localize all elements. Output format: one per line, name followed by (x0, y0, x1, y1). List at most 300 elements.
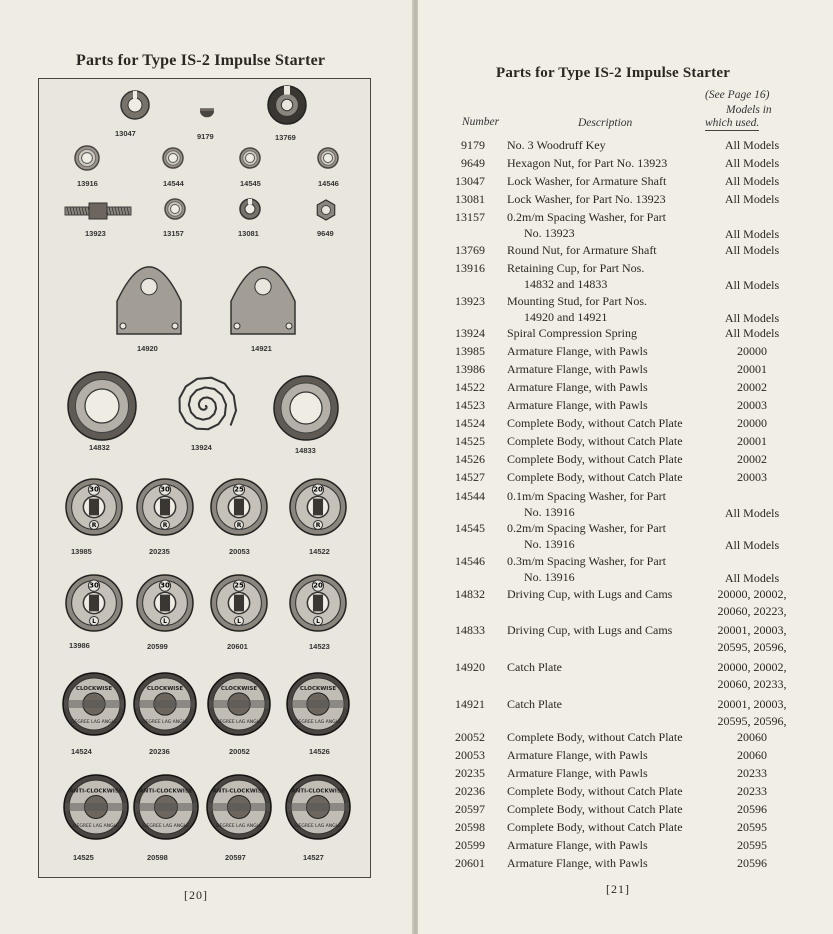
lock-washer-drawing (239, 198, 261, 220)
part-models (712, 155, 792, 171)
part-figure-14523 (289, 574, 347, 632)
part-description-line: Armature Flange, with Pawls (507, 748, 648, 762)
flange-L-drawing (136, 574, 194, 632)
svg-text:25: 25 (234, 485, 244, 494)
right-page-number: [21] (606, 882, 630, 896)
part-models-line (712, 553, 792, 570)
part-number: 14920 (455, 660, 485, 674)
part-number: 14545 (455, 521, 485, 535)
svg-text:DEGREE LAG ANGLE: DEGREE LAG ANGLE (73, 823, 119, 829)
part-figure-14522 (289, 478, 347, 536)
figure-label: 14527 (303, 853, 324, 862)
part-figure-14546 (317, 147, 339, 169)
body-cw-drawing (286, 672, 350, 736)
part-models-line: 20595 (737, 820, 767, 834)
part-models-line: 20060 (737, 748, 767, 762)
part-number: 20236 (455, 784, 485, 798)
part-description-line: Complete Body, without Catch Plate (507, 784, 683, 798)
key-drawing (193, 103, 221, 119)
part-figure-13157 (164, 198, 186, 220)
part-models-line: All Models (724, 138, 780, 152)
figure-label: 9179 (197, 132, 214, 141)
part-figure-14524 (62, 672, 126, 736)
body-acw-drawing (133, 774, 199, 840)
flange-R-drawing (289, 478, 347, 536)
part-models (712, 622, 792, 655)
part-figure-14527 (285, 774, 351, 840)
part-description (507, 855, 707, 871)
part-number: 13923 (455, 294, 485, 308)
see-page-note: (See Page 16) (705, 89, 770, 101)
part-models-line: 20001, 20003, (717, 623, 787, 637)
left-page-number: [20] (184, 888, 208, 902)
part-models (712, 173, 792, 189)
part-description (507, 433, 707, 449)
figure-label: 13157 (163, 229, 184, 238)
part-description-line: Hexagon Nut, for Part No. 13923 (507, 156, 668, 170)
catch-plate-drawing (111, 254, 187, 340)
part-models-line: All Models (724, 156, 780, 170)
part-description (507, 837, 707, 853)
part-figure-14525 (63, 774, 129, 840)
part-models-line: 20003 (737, 470, 767, 484)
part-description (507, 415, 707, 431)
number-column-header: Number (462, 116, 500, 128)
part-number: 13985 (455, 344, 485, 358)
svg-text:DEGREE LAG ANGLE: DEGREE LAG ANGLE (216, 823, 262, 829)
part-figure-20598 (133, 774, 199, 840)
part-description-line: No. 3 Woodruff Key (507, 138, 606, 152)
part-figure-13923 (63, 200, 133, 222)
part-number: 14546 (455, 554, 485, 568)
part-models (712, 325, 792, 341)
part-models (712, 819, 792, 835)
part-number: 14524 (455, 416, 485, 430)
round-nut-drawing (267, 85, 307, 125)
flange-R-drawing (136, 478, 194, 536)
washer-drawing (74, 145, 100, 171)
svg-text:30: 30 (89, 581, 99, 590)
left-page-title: Parts for Type IS-2 Impulse Starter (76, 52, 326, 69)
part-description-line: Armature Flange, with Pawls (507, 344, 648, 358)
body-acw-drawing (206, 774, 272, 840)
part-number: 13986 (455, 362, 485, 376)
spring-drawing (172, 373, 238, 439)
part-figure-20052 (207, 672, 271, 736)
part-figure-20053 (210, 478, 268, 536)
part-description-line: Armature Flange, with Pawls (507, 766, 648, 780)
svg-text:L: L (237, 617, 241, 625)
figure-label: 9649 (317, 229, 334, 238)
models-header-line2: which used. (705, 117, 760, 129)
part-description-line: No. 13916 (524, 570, 575, 584)
part-description-line: Armature Flange, with Pawls (507, 856, 648, 870)
part-figure-14545 (239, 147, 261, 169)
part-description (507, 696, 707, 712)
part-figure-13986 (65, 574, 123, 632)
part-description-line: Lock Washer, for Part No. 13923 (507, 192, 666, 206)
svg-text:R: R (236, 521, 242, 529)
part-models-line: 20060, 20233, (717, 677, 787, 691)
part-description-line: 14920 and 14921 (524, 310, 608, 324)
part-models-line: 20003 (737, 398, 767, 412)
part-number: 14921 (455, 697, 485, 711)
svg-text:L: L (92, 617, 96, 625)
part-number: 13047 (455, 174, 485, 188)
svg-text:DEGREE LAG ANGLE: DEGREE LAG ANGLE (142, 720, 188, 726)
body-acw-drawing (285, 774, 351, 840)
part-description-line: No. 13916 (524, 537, 575, 551)
part-number: 14527 (455, 470, 485, 484)
part-models (712, 343, 792, 359)
part-description (507, 191, 707, 207)
part-description-line: Spiral Compression Spring (507, 326, 638, 340)
part-figure-14544 (162, 147, 184, 169)
figure-label: 14832 (89, 443, 110, 452)
part-models-line: 20001 (737, 362, 767, 376)
part-description-line: Complete Body, without Catch Plate (507, 416, 683, 430)
svg-text:R: R (91, 521, 97, 529)
part-models (712, 469, 792, 485)
part-number: 20235 (455, 766, 485, 780)
part-number: 20598 (455, 820, 485, 834)
part-description-line: 14832 and 14833 (524, 277, 608, 291)
part-number: 14526 (455, 452, 485, 466)
models-header-line1: Models in (726, 104, 772, 116)
lock-washer-drawing (120, 90, 150, 120)
part-figure-20236 (133, 672, 197, 736)
part-description-line: Armature Flange, with Pawls (507, 362, 648, 376)
part-models-line: 20000 (737, 344, 767, 358)
part-models-line: 20595, 20596, (717, 640, 787, 654)
part-figure-20235 (136, 478, 194, 536)
part-description (507, 325, 707, 341)
figure-label: 20599 (147, 642, 168, 651)
part-description (507, 242, 707, 258)
body-cw-drawing (62, 672, 126, 736)
part-description (507, 488, 707, 520)
part-models (712, 137, 792, 153)
flange-R-drawing (210, 478, 268, 536)
catch-plate-drawing (225, 254, 301, 340)
part-models-line: All Models (724, 192, 780, 206)
part-models-line: All Models (724, 571, 780, 585)
part-description-line: Retaining Cup, for Part Nos. (507, 261, 645, 275)
part-models (712, 801, 792, 817)
figure-label: 14524 (71, 747, 92, 756)
part-models-line: 20002 (737, 380, 767, 394)
part-description (507, 343, 707, 359)
small-washer-drawing (162, 147, 184, 169)
figure-label: 14920 (137, 344, 158, 353)
part-description-line: Lock Washer, for Armature Shaft (507, 174, 667, 188)
part-models-line (712, 209, 792, 226)
svg-text:30: 30 (89, 485, 99, 494)
part-description (507, 379, 707, 395)
part-description (507, 397, 707, 413)
part-number: 9179 (461, 138, 485, 152)
part-description (507, 729, 707, 745)
part-models-line: 20060, 20223, (717, 604, 787, 618)
part-description (507, 293, 707, 325)
figure-label: 20236 (149, 747, 170, 756)
part-description-line: Armature Flange, with Pawls (507, 838, 648, 852)
part-models (712, 747, 792, 763)
figure-label: 13081 (238, 229, 259, 238)
part-number: 9649 (461, 156, 485, 170)
flange-L-drawing (210, 574, 268, 632)
figure-label: 13769 (275, 133, 296, 142)
description-column-header: Description (578, 117, 633, 129)
body-cw-drawing (133, 672, 197, 736)
part-figure-20599 (136, 574, 194, 632)
right-page (418, 0, 833, 934)
part-models (712, 659, 792, 692)
figure-label: 20052 (229, 747, 250, 756)
part-description-line: 0.3m/m Spacing Washer, for Part (507, 554, 666, 568)
part-description-line: Driving Cup, with Lugs and Cams (507, 587, 673, 601)
part-description-line: Complete Body, without Catch Plate (507, 434, 683, 448)
left-page (0, 0, 414, 934)
part-number: 13157 (455, 210, 485, 224)
part-models (712, 765, 792, 781)
svg-text:20: 20 (313, 581, 323, 590)
part-figure-13081 (239, 198, 261, 220)
part-number: 13916 (455, 261, 485, 275)
part-models (712, 397, 792, 413)
figure-label: 14525 (73, 853, 94, 862)
part-description (507, 260, 707, 292)
part-models-line: All Models (724, 278, 780, 292)
part-models-line: All Models (724, 311, 780, 325)
part-models-line: All Models (724, 538, 780, 552)
part-description (507, 209, 707, 241)
figure-label: 20598 (147, 853, 168, 862)
figure-label: 14833 (295, 446, 316, 455)
part-description (507, 819, 707, 835)
part-models (712, 553, 792, 586)
figure-label: 13923 (85, 229, 106, 238)
small-washer-drawing (239, 147, 261, 169)
part-figure-20601 (210, 574, 268, 632)
stud-drawing (63, 200, 133, 222)
part-description (507, 659, 707, 675)
figure-label: 13986 (69, 641, 90, 650)
part-figure-14526 (286, 672, 350, 736)
part-models-line: 20595, 20596, (717, 714, 787, 728)
svg-text:L: L (316, 617, 320, 625)
svg-text:ANTI-CLOCKWISE: ANTI-CLOCKWISE (212, 788, 266, 795)
part-models (712, 488, 792, 521)
svg-text:CLOCKWISE: CLOCKWISE (75, 686, 113, 693)
figure-label: 14523 (309, 642, 330, 651)
svg-text:CLOCKWISE: CLOCKWISE (146, 686, 184, 693)
part-models-line: All Models (724, 326, 780, 340)
part-models (712, 586, 792, 619)
part-models (712, 433, 792, 449)
svg-text:30: 30 (160, 485, 170, 494)
flange-R-drawing (65, 478, 123, 536)
part-models (712, 783, 792, 799)
part-models-line (712, 293, 792, 310)
part-models (712, 260, 792, 293)
part-models-line: 20002 (737, 452, 767, 466)
figure-label: 14546 (318, 179, 339, 188)
part-models-line: 20001 (737, 434, 767, 448)
part-description (507, 747, 707, 763)
part-models (712, 293, 792, 326)
part-description-line: Catch Plate (507, 660, 562, 674)
part-models-line: 20596 (737, 802, 767, 816)
part-models-line: 20000, 20002, (717, 587, 787, 601)
part-models-line: 20000 (737, 416, 767, 430)
part-description (507, 451, 707, 467)
part-description-line: Armature Flange, with Pawls (507, 380, 648, 394)
part-models-line (712, 488, 792, 505)
driving-cup-drawing (67, 371, 137, 441)
driving-cup-drawing (273, 375, 339, 441)
part-number: 14523 (455, 398, 485, 412)
part-description-line: 0.1m/m Spacing Washer, for Part (507, 489, 666, 503)
part-models-line: 20596 (737, 856, 767, 870)
part-figure-9179 (193, 103, 221, 119)
figure-label: 13916 (77, 179, 98, 188)
part-number: 20052 (455, 730, 485, 744)
part-figure-20597 (206, 774, 272, 840)
svg-text:CLOCKWISE: CLOCKWISE (220, 686, 258, 693)
body-acw-drawing (63, 774, 129, 840)
figure-label: 20053 (229, 547, 250, 556)
part-number: 20599 (455, 838, 485, 852)
part-number: 14833 (455, 623, 485, 637)
part-description-line: No. 13923 (524, 226, 575, 240)
part-models (712, 729, 792, 745)
figure-label: 13924 (191, 443, 212, 452)
part-description-line: Catch Plate (507, 697, 562, 711)
part-models (712, 451, 792, 467)
part-models-line: 20595 (737, 838, 767, 852)
svg-text:DEGREE LAG ANGLE: DEGREE LAG ANGLE (143, 823, 189, 829)
svg-text:DEGREE LAG ANGLE: DEGREE LAG ANGLE (71, 720, 117, 726)
parts-illustration-plate (38, 78, 371, 878)
part-models-line: All Models (724, 506, 780, 520)
figure-label: 20597 (225, 853, 246, 862)
svg-text:DEGREE LAG ANGLE: DEGREE LAG ANGLE (216, 720, 262, 726)
part-description-line: Complete Body, without Catch Plate (507, 820, 683, 834)
part-models (712, 361, 792, 377)
part-number: 20597 (455, 802, 485, 816)
part-models-line (712, 260, 792, 277)
part-models (712, 415, 792, 431)
part-models (712, 837, 792, 853)
part-number: 14525 (455, 434, 485, 448)
svg-text:25: 25 (234, 581, 244, 590)
part-number: 20053 (455, 748, 485, 762)
body-cw-drawing (207, 672, 271, 736)
figure-label: 13985 (71, 547, 92, 556)
part-figure-14920 (111, 254, 187, 340)
figure-label: 14526 (309, 747, 330, 756)
part-description-line: Complete Body, without Catch Plate (507, 452, 683, 466)
figure-label: 14921 (251, 344, 272, 353)
part-description (507, 173, 707, 189)
part-number: 14522 (455, 380, 485, 394)
flange-L-drawing (65, 574, 123, 632)
small-washer-drawing (164, 198, 186, 220)
part-models-line: All Models (724, 174, 780, 188)
part-figure-13916 (74, 145, 100, 171)
part-number: 13769 (455, 243, 485, 257)
part-figure-13769 (267, 85, 307, 125)
part-models (712, 242, 792, 258)
figure-label: 14544 (163, 179, 184, 188)
figure-label: 13047 (115, 129, 136, 138)
part-description-line: Complete Body, without Catch Plate (507, 470, 683, 484)
part-description-line: No. 13916 (524, 505, 575, 519)
part-description-line: Complete Body, without Catch Plate (507, 730, 683, 744)
part-models (712, 520, 792, 553)
part-description (507, 783, 707, 799)
part-models (712, 191, 792, 207)
part-description (507, 765, 707, 781)
part-description (507, 155, 707, 171)
figure-label: 20601 (227, 642, 248, 651)
part-models (712, 855, 792, 871)
part-description (507, 622, 707, 638)
svg-text:L: L (163, 617, 167, 625)
part-models-line: 20000, 20002, (717, 660, 787, 674)
part-models-line (712, 520, 792, 537)
part-models (712, 379, 792, 395)
part-description (507, 586, 707, 602)
part-figure-13047 (120, 90, 150, 120)
part-number: 13924 (455, 326, 485, 340)
part-description-line: 0.2m/m Spacing Washer, for Part (507, 521, 666, 535)
part-description-line: Mounting Stud, for Part Nos. (507, 294, 648, 308)
svg-text:ANTI-CLOCKWISE: ANTI-CLOCKWISE (69, 788, 123, 795)
svg-text:R: R (162, 521, 168, 529)
part-number: 20601 (455, 856, 485, 870)
part-number: 13081 (455, 192, 485, 206)
part-description (507, 801, 707, 817)
figure-label: 14522 (309, 547, 330, 556)
part-models (712, 696, 792, 729)
part-models-line: 20233 (737, 766, 767, 780)
part-description-line: Round Nut, for Armature Shaft (507, 243, 657, 257)
part-figure-13924 (172, 373, 238, 439)
part-models-line: All Models (724, 243, 780, 257)
part-figure-14832 (67, 371, 137, 441)
part-models-line: 20060 (737, 730, 767, 744)
part-models-line: 20233 (737, 784, 767, 798)
part-figure-14921 (225, 254, 301, 340)
svg-text:30: 30 (160, 581, 170, 590)
part-figure-13985 (65, 478, 123, 536)
part-description (507, 469, 707, 485)
svg-text:DEGREE LAG ANGLE: DEGREE LAG ANGLE (295, 720, 341, 726)
hex-nut-drawing (315, 199, 337, 221)
svg-text:ANTI-CLOCKWISE: ANTI-CLOCKWISE (291, 788, 345, 795)
part-description (507, 361, 707, 377)
part-figure-14833 (273, 375, 339, 441)
svg-text:DEGREE LAG ANGLE: DEGREE LAG ANGLE (295, 823, 341, 829)
figure-label: 20235 (149, 547, 170, 556)
flange-L-drawing (289, 574, 347, 632)
part-number: 14544 (455, 489, 485, 503)
part-description (507, 520, 707, 552)
svg-text:ANTI-CLOCKWISE: ANTI-CLOCKWISE (139, 788, 193, 795)
part-figure-9649 (315, 199, 337, 221)
